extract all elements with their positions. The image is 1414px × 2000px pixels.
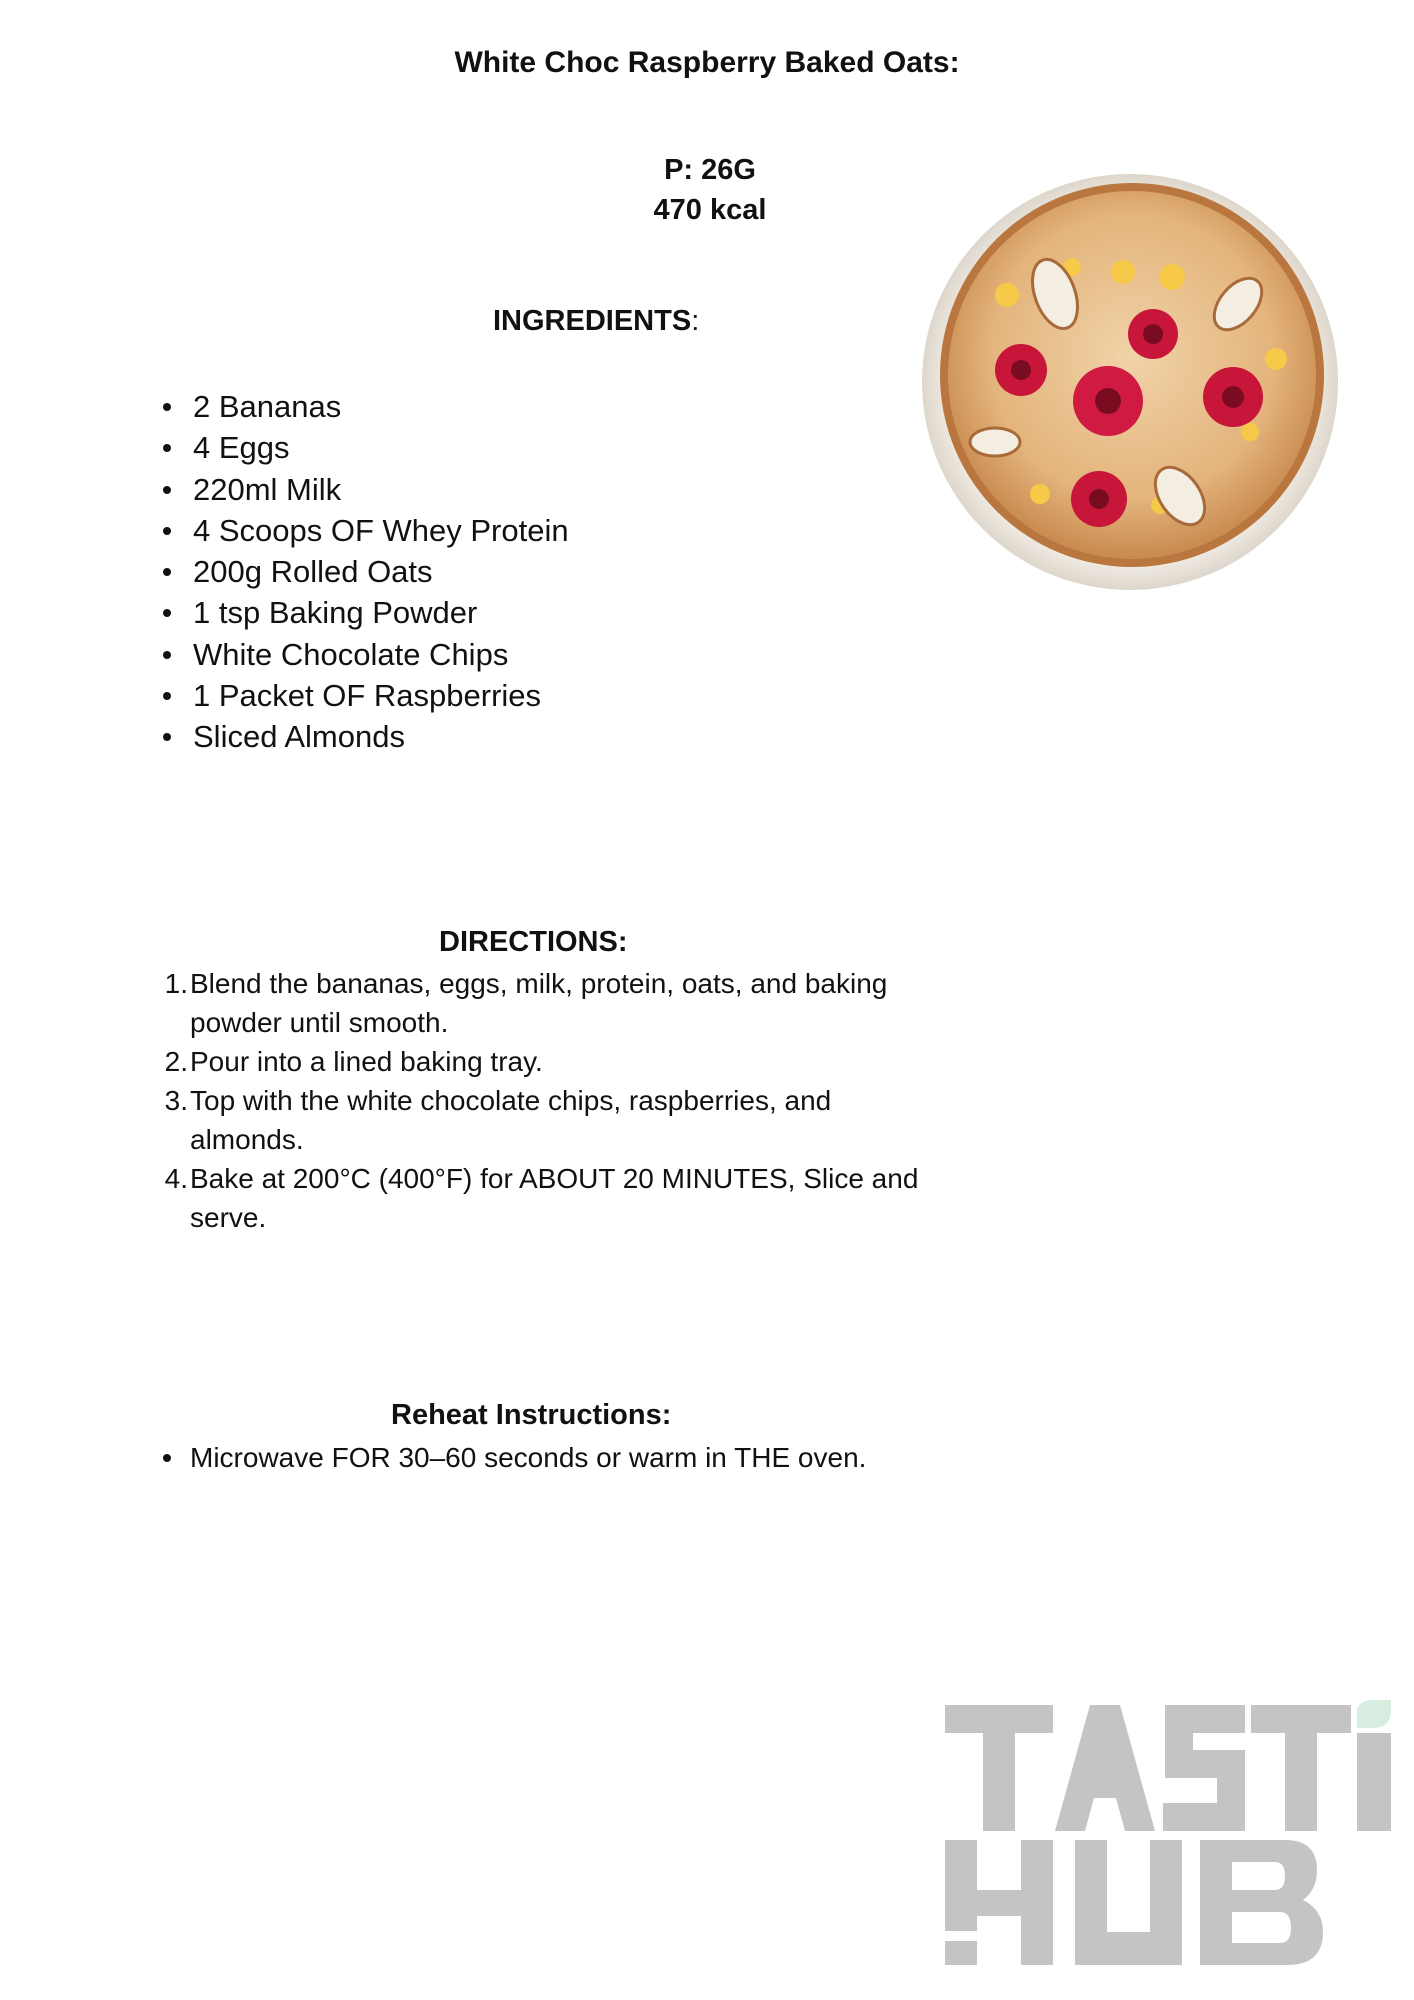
step-text: Blend the bananas, eggs, milk, protein, oats, and baking powder until smooth. [190,968,888,1038]
logo-leaf-icon [1357,1700,1391,1728]
step-text: Top with the white chocolate chips, raspberries, and almonds. [190,1085,832,1155]
direction-step [160,1159,940,1237]
calories-value: 470 kcal [653,194,767,226]
ingredient-item: 4 Scoops OF Whey Protein [163,510,569,551]
ingredient-item: 200g Rolled Oats [163,551,569,592]
step-text: Bake at 200°C (400°F) for ABOUT 20 MINUTES, Slice and serve. [190,1163,919,1233]
reheat-heading: Reheat Instructions: [391,1399,672,1431]
nutrition-summary [560,150,860,230]
ingredient-item: 4 Eggs [163,427,569,468]
ingredient-item: 2 Bananas [163,386,569,427]
ingredients-heading-text: INGREDIENTS [493,305,692,337]
ingredient-item: Sliced Almonds [163,716,569,757]
ingredient-item: 1 tsp Baking Powder [163,592,569,633]
step-text: Pour into a lined baking tray. [190,1046,543,1077]
directions-list [160,964,940,1237]
ingredient-item: White Chocolate Chips [163,634,569,675]
directions-heading: DIRECTIONS: [439,926,628,958]
direction-step [160,964,940,1042]
ingredients-heading [493,305,699,338]
protein-value: P: 26G [664,154,756,186]
ingredients-heading-colon: : [691,305,700,337]
ingredients-list [163,386,569,758]
direction-step [160,1042,940,1081]
step-number: 3. [164,1085,188,1116]
reheat-list [160,1438,866,1477]
reheat-item: Microwave FOR 30–60 seconds or warm in THE oven. [160,1438,866,1477]
ingredient-item: 220ml Milk [163,469,569,510]
direction-step [160,1081,940,1159]
baked-oats-photo [920,172,1340,592]
step-number: 2. [164,1046,188,1077]
recipe-title: White Choc Raspberry Baked Oats: [454,46,960,79]
step-number: 1. [164,968,188,999]
ingredient-item: 1 Packet OF Raspberries [163,675,569,716]
tasti-hub-logo [945,1700,1405,1970]
step-number: 4. [164,1163,188,1194]
